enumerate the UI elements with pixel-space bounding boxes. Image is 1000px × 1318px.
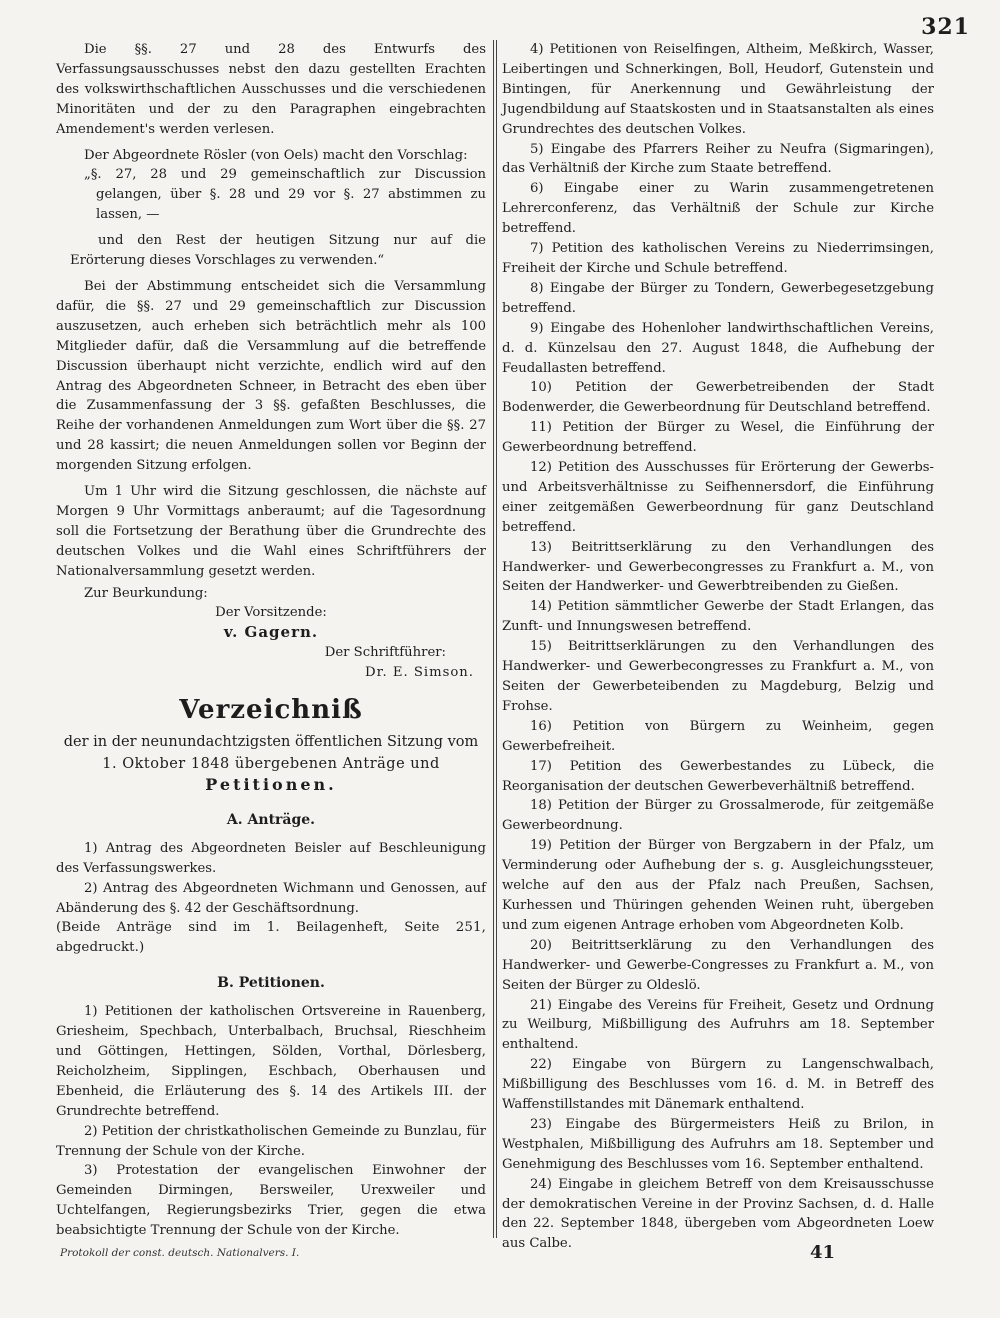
beurkundung: Zur Beurkundung: <box>84 585 208 601</box>
petition-item: 20) Beitrittserklärung zu den Verhandlungen des Handwerker- und Gewerbe-Congresses zu Frankfurt a. M., von Seiten der Bürger zu Oldeslö. <box>502 937 934 993</box>
vorsitzende-label: Der Vorsitzende: <box>215 605 327 621</box>
petition-item: 9) Eingabe des Hohenloher landwirthschaftlichen Vereins, d. d. Künzelsau den 27. August 1848, die Aufhebung der Feudallasten betreffend. <box>502 320 934 376</box>
petition-item: 21) Eingabe des Vereins für Freiheit, Gesetz und Ordnung zu Weilburg, Mißbilligung des Aufruhrs am 18. September enthaltend. <box>502 997 934 1053</box>
left-column <box>56 40 486 1241</box>
petition-item: 12) Petition des Ausschusses für Erörterung der Gewerbs- und Arbeitsverhältnisse zu Seifhennersdorf, die Einführung einer zeitgemäßen Gewerbeordnung für ganz Deutschland betreffend. <box>502 460 934 535</box>
petition-item: 8) Eingabe der Bürger zu Tondern, Gewerbegesetzgebung betreffend. <box>502 280 934 316</box>
paragraph-schluss: Um 1 Uhr wird die Sitzung geschlossen, die nächste auf Morgen 9 Uhr Vormittags anberaumt; auf die Tagesordnung soll die Fortsetzung der Berathung über die Grundrechte des deutschen Volkes und die Wahl eines Schriftführers der Nationalversammlung gesetzt werden. <box>56 484 486 579</box>
petition-item: 24) Eingabe in gleichem Betreff von dem Kreisausschusse der demokratischen Vereine in der Provinz Sachsen, d. d. Halle den 22. September 1848, übergeben vom Abgeordneten Loew aus Calbe. <box>502 1176 934 1252</box>
petition-item: 23) Eingabe des Bürgermeisters Heiß zu Brilon, in Westphalen, Mißbilligung des Aufruhrs am 18. September und Genehmigung des Beschlusses vom 16. September enthaltend. <box>502 1116 934 1172</box>
verzeichnis-title: Verzeichniß <box>179 695 363 726</box>
folio-number: 41 <box>810 1242 836 1263</box>
verzeichnis-subtitle-1: der in der neunundachtzigsten öffentlichen Sitzung vom <box>63 734 479 750</box>
petition-item: 3) Protestation der evangelischen Einwohner der Gemeinden Dirmingen, Bersweiler, Urexweiler und Uchtelfangen, Regierungsbezirks Trier, gegen die etwa beabsichtigte Trennung der Schule von der Kirche. <box>56 1163 486 1239</box>
petition-item: 11) Petition der Bürger zu Wesel, die Einführung der Gewerbeordnung betreffend. <box>502 420 934 456</box>
antraege-note: (Beide Anträge sind im 1. Beilagenheft, Seite 251, abgedruckt.) <box>56 920 486 956</box>
petition-item: 22) Eingabe von Bürgern zu Langenschwalbach, Mißbilligung des Beschlusses vom 16. d. M. in Betreff des Waffenstillstandes mit Dänemark enthaltend. <box>502 1057 934 1113</box>
right-column <box>502 40 934 1254</box>
petition-item: 6) Eingabe einer zu Warin zusammengetretenen Lehrerconferenz, das Verhältniß der Schule zur Kirche betreffend. <box>502 181 934 237</box>
column-divider <box>493 40 494 1238</box>
paragraph-roesler: Der Abgeordnete Rösler (von Oels) macht den Vorschlag: <box>84 147 468 163</box>
antrag-item: 2) Antrag des Abgeordneten Wichmann und Genossen, auf Abänderung des §. 42 der Geschäftsordnung. <box>56 880 486 916</box>
quote-rest: und den Rest der heutigen Sitzung nur auf die Erörterung dieses Vorschlages zu verwenden.“ <box>70 233 486 269</box>
section-a-heading: A. Anträge. <box>226 811 316 828</box>
petition-item: 19) Petition der Bürger von Bergzabern in der Pfalz, um Verminderung oder Aufhebung der s. g. Ausgleichungssteuer, welche auf den aus der Pfalz nach Preußen, Sachsen, Kurhessen und Thüringen gehenden Weinen ruht, übergeben und zum eigenen Antrage erhoben vom Abgeordneten Kolb. <box>502 838 934 933</box>
schriftfuehrer-label: Der Schriftführer: <box>324 645 446 661</box>
page-number: 321 <box>921 14 970 40</box>
verzeichnis-subtitle-2: 1. Oktober 1848 übergebenen Anträge und <box>102 756 440 772</box>
petition-item: 18) Petition der Bürger zu Grossalmerode, für zeitgemäße Gewerbeordnung. <box>502 798 934 834</box>
petition-item: 17) Petition des Gewerbestandes zu Lübeck, die Reorganisation der deutschen Gewerbeverhältniß betreffend. <box>502 758 934 794</box>
vorsitzende-name: v. Gagern. <box>223 623 319 642</box>
quote-proposal: „§. 27, 28 und 29 gemeinschaftlich zur Discussion gelangen, über §. 28 und 29 vor §. 27 abstimmen zu lassen, — <box>84 167 486 223</box>
petition-item: 15) Beitrittserklärungen zu den Verhandlungen des Handwerker- und Gewerbecongresses zu Frankfurt a. M., von Seiten der Gewerbeteibenden zu Magdeburg, Belzig und Frohse. <box>502 639 934 714</box>
verzeichnis-subtitle-3: Petitionen. <box>205 775 337 794</box>
petition-item: 10) Petition der Gewerbetreibenden der Stadt Bodenwerder, die Gewerbeordnung für Deutschland betreffend. <box>502 380 934 416</box>
petition-item: 5) Eingabe des Pfarrers Reiher zu Neufra (Sigmaringen), das Verhältniß der Kirche zum Staate betreffend. <box>502 141 934 177</box>
paragraph-entwurf: Die §§. 27 und 28 des Entwurfs des Verfassungsausschusses nebst den dazu gestellten Erachten des volkswirthschaftlichen Ausschusses und die verschiedenen Minoritäten und der zu den Paragraphen eingebrachten Amendement's werden verlesen. <box>56 42 486 137</box>
section-b-heading: B. Petitionen. <box>217 975 325 992</box>
footer-note: Protokoll der const. deutsch. Nationalvers. I. <box>60 1247 300 1259</box>
petition-item: 1) Petitionen der katholischen Ortsvereine in Rauenberg, Griesheim, Spechbach, Unterbalbach, Bruchsal, Rieschheim und Göttingen, Hettingen, Sölden, Vorthal, Dörlesberg, Reicholzheim, Sipplingen, Eschbach, Oberhausen und Ebenheid, die Erläuterung des §. 14 des Artikels III. der Grundrechte betreffend. <box>56 1004 486 1119</box>
schriftfuehrer-name: Dr. E. Simson. <box>365 665 474 681</box>
petition-item: 2) Petition der christkatholischen Gemeinde zu Bunzlau, für Trennung der Schule von der Kirche. <box>56 1123 486 1159</box>
petition-item: 16) Petition von Bürgern zu Weinheim, gegen Gewerbefreiheit. <box>502 718 934 754</box>
petition-item: 13) Beitrittserklärung zu den Verhandlungen des Handwerker- und Gewerbecongresses zu Frankfurt a. M., von Seiten der Handwerker- und Gewerbtreibenden zu Gießen. <box>502 539 934 595</box>
antrag-item: 1) Antrag des Abgeordneten Beisler auf Beschleunigung des Verfassungswerkes. <box>56 840 486 876</box>
petition-item: 4) Petitionen von Reiselfingen, Altheim, Meßkirch, Wasser, Leibertingen und Schnerkingen, Boll, Heudorf, Gutenstein und Bintingen, für Anerkennung und Gewährleistung der Jugendbildung auf Staatskosten und in Staatsanstalten als eines Grundrechtes des deutschen Volkes. <box>502 42 934 137</box>
petition-item: 7) Petition des katholischen Vereins zu Niederrimsingen, Freiheit der Kirche und Schule betreffend. <box>502 241 934 276</box>
paragraph-abstimmung: Bei der Abstimmung entscheidet sich die Versammlung dafür, die §§. 27 und 29 gemeinschaftlich zur Discussion auszusetzen, auch erheben sich beträchtlich mehr als 100 Mitglieder dafür, daß die Versammlung auf die betreffende Discussion überhaupt nicht verzichte, endlich wird auf den Antrag des Abgeordneten Schneer, in Betracht des eben über die Zusammenfassung der 3 §§. gefaßten Beschlusses, die Reihe der vorhandenen Anmeldungen zum Wort über die §§. 27 und 28 kassirt; die neuen Anmeldungen sollen vor Beginn der morgenden Sitzung erfolgen. <box>56 278 486 474</box>
petition-item: 14) Petition sämmtlicher Gewerbe der Stadt Erlangen, das Zunft- und Innungswesen betreffend. <box>502 599 934 635</box>
column-divider-double <box>496 40 497 1238</box>
